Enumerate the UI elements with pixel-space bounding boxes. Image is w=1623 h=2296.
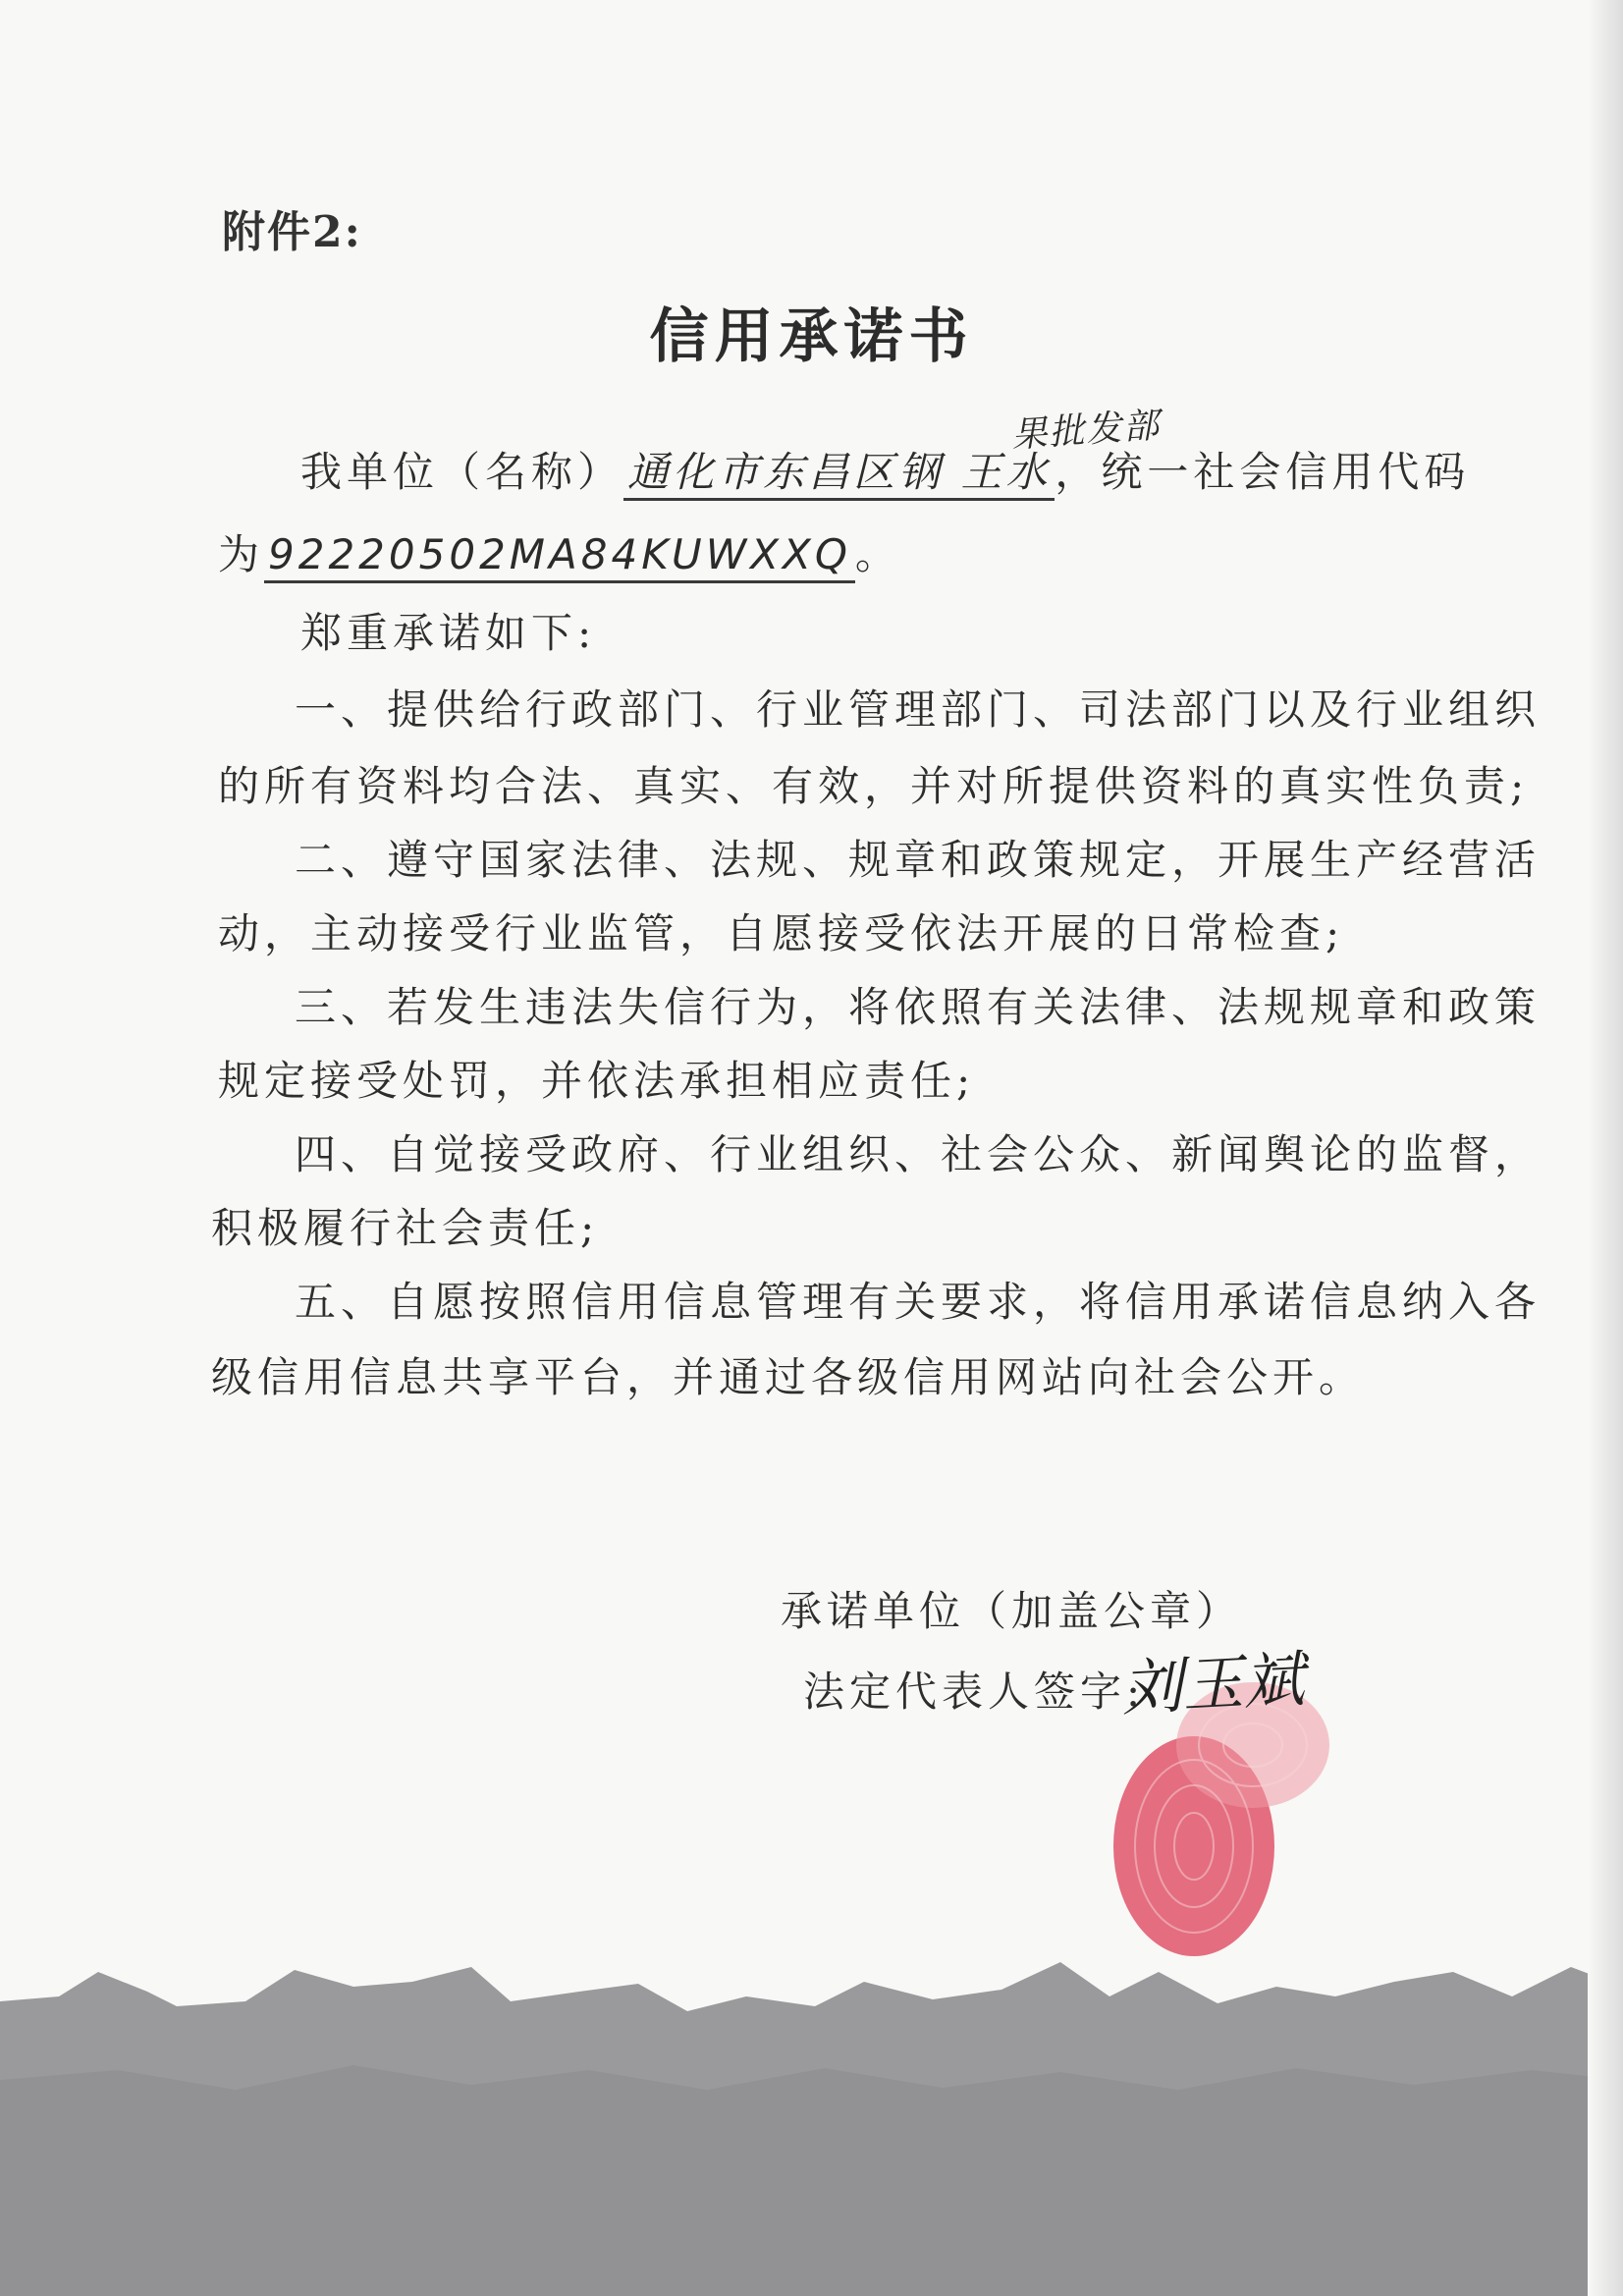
intro-line1-prefix: 我单位（名称） (300, 448, 624, 496)
item-3-line-2: 规定接受处罚，并依法承担相应责任; (218, 1057, 976, 1105)
document-title: 信用承诺书 (649, 302, 974, 371)
intro-line1-suffix: ，统一社会信用代码 (1055, 448, 1471, 496)
intro-line-1 (300, 440, 1470, 499)
intro-line2-suffix: 。 (854, 530, 901, 578)
legal-rep-label: 法定代表人签字: (803, 1667, 1146, 1716)
item-2-line-2: 动，主动接受行业监管，自愿接受依法开展的日常检查; (218, 909, 1345, 957)
intro-line-2 (218, 522, 901, 581)
scan-shadow-band (0, 1942, 1623, 2296)
item-5-line-2: 级信用信息共享平台，并通过各级信用网站向社会公开。 (211, 1353, 1366, 1401)
item-2-line-1: 二、遵守国家法律、法规、规章和政策规定，开展生产经营活 (295, 836, 1542, 884)
scan-edge-shadow (1588, 0, 1623, 2296)
item-4-line-1: 四、自觉接受政府、行业组织、社会公众、新闻舆论的监督， (295, 1130, 1542, 1178)
legal-rep-signature: 刘玉斌 (1119, 1643, 1307, 1724)
item-5-line-1: 五、自愿按照信用信息管理有关要求，将信用承诺信息纳入各 (295, 1278, 1542, 1326)
item-4-line-2: 积极履行社会责任; (211, 1204, 600, 1252)
attachment-label: 附件2: (222, 207, 362, 257)
credit-code-handwritten: 92220502MA84KUWXXQ (264, 530, 855, 583)
intro-line2-prefix: 为 (218, 530, 265, 578)
item-3-line-1: 三、若发生违法失信行为，将依照有关法律、法规规章和政策 (295, 983, 1542, 1031)
item-1-line-1: 一、提供给行政部门、行业管理部门、司法部门以及行业组织 (295, 685, 1542, 734)
company-name-handwritten: 通化市东昌区钢 王水 (623, 448, 1055, 501)
unit-seal-label: 承诺单位（加盖公章） (781, 1587, 1243, 1635)
item-1-line-2: 的所有资料均合法、真实、有效，并对所提供资料的真实性负责; (218, 762, 1530, 810)
company-name-handwritten-above: 果批发部 (1009, 405, 1163, 457)
pledge-intro: 郑重承诺如下: (300, 609, 597, 657)
